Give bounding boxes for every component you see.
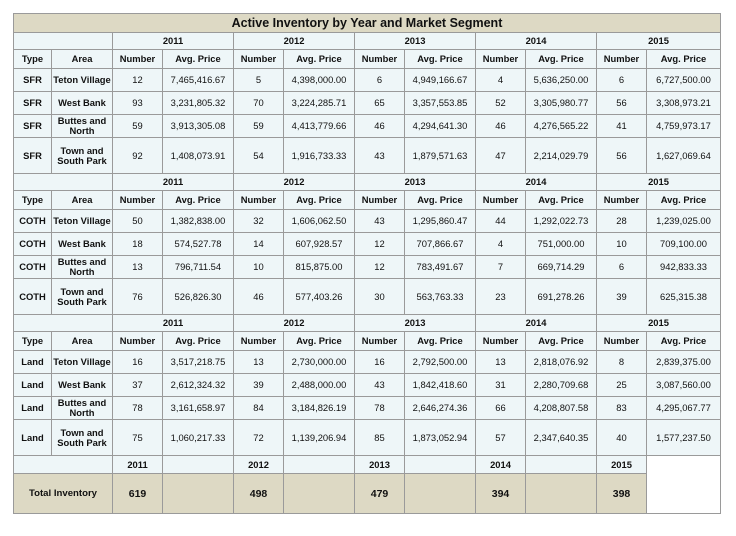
type-header: Type — [14, 50, 52, 69]
number-value: 39 — [234, 374, 284, 397]
year-header-row — [14, 315, 721, 332]
avg-price-value: 3,517,218.75 — [163, 351, 234, 374]
year-header: 2011 — [113, 315, 234, 332]
avg-price-value: 4,759,973.17 — [647, 115, 721, 138]
segment-type: COTH — [14, 279, 52, 315]
number-value: 23 — [476, 279, 526, 315]
number-header: Number — [476, 50, 526, 69]
number-value: 41 — [597, 115, 647, 138]
avg-price-value: 3,231,805.32 — [163, 92, 234, 115]
avg-price-value: 751,000.00 — [526, 233, 597, 256]
blank-cell — [405, 474, 476, 514]
blank-cell — [163, 474, 234, 514]
avg-price-value: 7,465,416.67 — [163, 69, 234, 92]
avg-price-header: Avg. Price — [405, 50, 476, 69]
avg-price-value: 2,612,324.32 — [163, 374, 234, 397]
total-inventory-value: 394 — [476, 474, 526, 514]
blank-cell — [647, 456, 721, 514]
table-row — [14, 351, 721, 374]
avg-price-header: Avg. Price — [163, 50, 234, 69]
avg-price-value: 2,818,076.92 — [526, 351, 597, 374]
number-value: 52 — [476, 92, 526, 115]
year-header: 2015 — [597, 33, 721, 50]
area-name: Teton Village — [52, 351, 113, 374]
year-header: 2011 — [113, 174, 234, 191]
area-name: West Bank — [52, 374, 113, 397]
number-value: 50 — [113, 210, 163, 233]
number-value: 39 — [597, 279, 647, 315]
total-year-label: 2011 — [113, 456, 163, 474]
avg-price-value: 1,060,217.33 — [163, 420, 234, 456]
area-name: Buttes and North — [52, 256, 113, 279]
avg-price-value: 1,239,025.00 — [647, 210, 721, 233]
number-header: Number — [597, 50, 647, 69]
total-inventory-value: 498 — [234, 474, 284, 514]
avg-price-value: 1,295,860.47 — [405, 210, 476, 233]
column-header-row — [14, 191, 721, 210]
avg-price-value: 1,292,022.73 — [526, 210, 597, 233]
avg-price-value: 3,087,560.00 — [647, 374, 721, 397]
area-name: West Bank — [52, 233, 113, 256]
number-value: 84 — [234, 397, 284, 420]
avg-price-header: Avg. Price — [284, 191, 355, 210]
number-value: 66 — [476, 397, 526, 420]
avg-price-value: 6,727,500.00 — [647, 69, 721, 92]
number-value: 56 — [597, 92, 647, 115]
avg-price-value: 1,408,073.91 — [163, 138, 234, 174]
avg-price-header: Avg. Price — [405, 191, 476, 210]
avg-price-header: Avg. Price — [163, 191, 234, 210]
avg-price-value: 3,357,553.85 — [405, 92, 476, 115]
number-value: 47 — [476, 138, 526, 174]
area-header: Area — [52, 332, 113, 351]
number-value: 10 — [234, 256, 284, 279]
avg-price-value: 563,763.33 — [405, 279, 476, 315]
number-header: Number — [597, 332, 647, 351]
table-row — [14, 374, 721, 397]
number-value: 6 — [597, 256, 647, 279]
avg-price-value: 783,491.67 — [405, 256, 476, 279]
number-value: 75 — [113, 420, 163, 456]
year-header: 2013 — [355, 174, 476, 191]
area-header: Area — [52, 50, 113, 69]
number-value: 44 — [476, 210, 526, 233]
avg-price-value: 3,184,826.19 — [284, 397, 355, 420]
number-header: Number — [476, 191, 526, 210]
total-year-label: 2014 — [476, 456, 526, 474]
area-name: Town and South Park — [52, 279, 113, 315]
number-value: 46 — [476, 115, 526, 138]
total-row — [14, 474, 721, 514]
number-value: 13 — [234, 351, 284, 374]
avg-price-value: 3,913,305.08 — [163, 115, 234, 138]
number-value: 40 — [597, 420, 647, 456]
number-header: Number — [234, 332, 284, 351]
number-value: 37 — [113, 374, 163, 397]
avg-price-value: 4,276,565.22 — [526, 115, 597, 138]
segment-type: COTH — [14, 233, 52, 256]
avg-price-value: 4,398,000.00 — [284, 69, 355, 92]
segment-type: Land — [14, 351, 52, 374]
avg-price-header: Avg. Price — [647, 332, 721, 351]
table-row — [14, 420, 721, 456]
segment-type: SFR — [14, 69, 52, 92]
number-header: Number — [355, 332, 405, 351]
total-year-label: 2012 — [234, 456, 284, 474]
avg-price-value: 691,278.26 — [526, 279, 597, 315]
number-header: Number — [355, 50, 405, 69]
year-header: 2015 — [597, 174, 721, 191]
total-year-label: 2015 — [597, 456, 647, 474]
total-inventory-value: 479 — [355, 474, 405, 514]
area-header: Area — [52, 191, 113, 210]
number-value: 57 — [476, 420, 526, 456]
total-inventory-label: Total Inventory — [14, 474, 113, 514]
blank-cell — [14, 315, 113, 332]
number-value: 85 — [355, 420, 405, 456]
blank-cell — [163, 456, 234, 474]
number-header: Number — [113, 332, 163, 351]
avg-price-value: 625,315.38 — [647, 279, 721, 315]
avg-price-value: 574,527.78 — [163, 233, 234, 256]
number-value: 70 — [234, 92, 284, 115]
number-header: Number — [113, 191, 163, 210]
number-value: 12 — [355, 233, 405, 256]
year-header: 2014 — [476, 33, 597, 50]
segment-type: SFR — [14, 92, 52, 115]
avg-price-value: 1,606,062.50 — [284, 210, 355, 233]
blank-cell — [526, 474, 597, 514]
avg-price-value: 5,636,250.00 — [526, 69, 597, 92]
table-row — [14, 92, 721, 115]
area-name: Town and South Park — [52, 420, 113, 456]
avg-price-value: 4,208,807.58 — [526, 397, 597, 420]
number-value: 92 — [113, 138, 163, 174]
avg-price-value: 707,866.67 — [405, 233, 476, 256]
avg-price-value: 2,280,709.68 — [526, 374, 597, 397]
number-value: 56 — [597, 138, 647, 174]
year-header-row — [14, 33, 721, 50]
avg-price-value: 4,949,166.67 — [405, 69, 476, 92]
year-header: 2012 — [234, 33, 355, 50]
area-name: Teton Village — [52, 69, 113, 92]
avg-price-value: 577,403.26 — [284, 279, 355, 315]
table-row — [14, 256, 721, 279]
avg-price-header: Avg. Price — [647, 191, 721, 210]
total-inventory-value: 398 — [597, 474, 647, 514]
blank-cell — [284, 456, 355, 474]
total-year-label: 2013 — [355, 456, 405, 474]
segment-type: Land — [14, 374, 52, 397]
blank-cell — [284, 474, 355, 514]
avg-price-header: Avg. Price — [405, 332, 476, 351]
avg-price-value: 1,916,733.33 — [284, 138, 355, 174]
number-value: 83 — [597, 397, 647, 420]
avg-price-value: 4,295,067.77 — [647, 397, 721, 420]
avg-price-value: 3,308,973.21 — [647, 92, 721, 115]
number-header: Number — [113, 50, 163, 69]
table-row — [14, 138, 721, 174]
year-header: 2014 — [476, 315, 597, 332]
column-header-row — [14, 50, 721, 69]
avg-price-value: 709,100.00 — [647, 233, 721, 256]
number-value: 31 — [476, 374, 526, 397]
number-value: 32 — [234, 210, 284, 233]
number-value: 13 — [113, 256, 163, 279]
avg-price-value: 2,488,000.00 — [284, 374, 355, 397]
number-value: 54 — [234, 138, 284, 174]
year-header: 2011 — [113, 33, 234, 50]
avg-price-header: Avg. Price — [284, 50, 355, 69]
blank-cell — [405, 456, 476, 474]
type-header: Type — [14, 332, 52, 351]
number-value: 59 — [113, 115, 163, 138]
number-value: 8 — [597, 351, 647, 374]
number-value: 14 — [234, 233, 284, 256]
table-row — [14, 279, 721, 315]
number-value: 16 — [113, 351, 163, 374]
avg-price-value: 4,413,779.66 — [284, 115, 355, 138]
avg-price-value: 1,382,838.00 — [163, 210, 234, 233]
avg-price-value: 1,627,069.64 — [647, 138, 721, 174]
number-value: 28 — [597, 210, 647, 233]
number-value: 12 — [355, 256, 405, 279]
blank-cell — [14, 33, 113, 50]
number-value: 46 — [234, 279, 284, 315]
avg-price-value: 3,224,285.71 — [284, 92, 355, 115]
avg-price-value: 2,214,029.79 — [526, 138, 597, 174]
number-value: 16 — [355, 351, 405, 374]
avg-price-header: Avg. Price — [526, 332, 597, 351]
table-row — [14, 397, 721, 420]
area-name: Buttes and North — [52, 115, 113, 138]
year-header: 2015 — [597, 315, 721, 332]
avg-price-header: Avg. Price — [526, 50, 597, 69]
number-value: 72 — [234, 420, 284, 456]
type-header: Type — [14, 191, 52, 210]
segment-type: Land — [14, 397, 52, 420]
number-value: 25 — [597, 374, 647, 397]
year-header: 2013 — [355, 315, 476, 332]
number-header: Number — [597, 191, 647, 210]
avg-price-value: 3,305,980.77 — [526, 92, 597, 115]
total-year-row — [14, 456, 721, 474]
avg-price-value: 2,347,640.35 — [526, 420, 597, 456]
table-row — [14, 115, 721, 138]
number-value: 43 — [355, 138, 405, 174]
number-value: 13 — [476, 351, 526, 374]
number-value: 6 — [355, 69, 405, 92]
year-header-row — [14, 174, 721, 191]
number-value: 43 — [355, 374, 405, 397]
segment-type: Land — [14, 420, 52, 456]
number-value: 78 — [355, 397, 405, 420]
blank-cell — [526, 456, 597, 474]
avg-price-value: 2,646,274.36 — [405, 397, 476, 420]
avg-price-header: Avg. Price — [163, 332, 234, 351]
blank-cell — [14, 174, 113, 191]
segment-type: COTH — [14, 210, 52, 233]
number-value: 6 — [597, 69, 647, 92]
area-name: Town and South Park — [52, 138, 113, 174]
number-value: 46 — [355, 115, 405, 138]
inventory-table — [13, 13, 721, 514]
avg-price-value: 2,792,500.00 — [405, 351, 476, 374]
year-header: 2014 — [476, 174, 597, 191]
number-value: 5 — [234, 69, 284, 92]
number-header: Number — [234, 191, 284, 210]
avg-price-header: Avg. Price — [647, 50, 721, 69]
year-header: 2013 — [355, 33, 476, 50]
area-name: Teton Village — [52, 210, 113, 233]
avg-price-value: 1,873,052.94 — [405, 420, 476, 456]
avg-price-value: 1,842,418.60 — [405, 374, 476, 397]
number-value: 18 — [113, 233, 163, 256]
avg-price-value: 2,730,000.00 — [284, 351, 355, 374]
avg-price-value: 1,139,206.94 — [284, 420, 355, 456]
avg-price-header: Avg. Price — [284, 332, 355, 351]
number-header: Number — [234, 50, 284, 69]
number-value: 43 — [355, 210, 405, 233]
avg-price-value: 3,161,658.97 — [163, 397, 234, 420]
segment-type: COTH — [14, 256, 52, 279]
table-title: Active Inventory by Year and Market Segment — [14, 14, 721, 33]
area-name: West Bank — [52, 92, 113, 115]
number-value: 59 — [234, 115, 284, 138]
table-row — [14, 233, 721, 256]
number-value: 76 — [113, 279, 163, 315]
number-header: Number — [355, 191, 405, 210]
avg-price-value: 669,714.29 — [526, 256, 597, 279]
area-name: Buttes and North — [52, 397, 113, 420]
number-value: 7 — [476, 256, 526, 279]
inventory-report — [13, 13, 720, 514]
avg-price-value: 815,875.00 — [284, 256, 355, 279]
year-header: 2012 — [234, 315, 355, 332]
avg-price-value: 4,294,641.30 — [405, 115, 476, 138]
number-value: 4 — [476, 69, 526, 92]
total-inventory-value: 619 — [113, 474, 163, 514]
column-header-row — [14, 332, 721, 351]
number-value: 30 — [355, 279, 405, 315]
table-row — [14, 210, 721, 233]
avg-price-value: 1,577,237.50 — [647, 420, 721, 456]
number-value: 65 — [355, 92, 405, 115]
avg-price-value: 942,833.33 — [647, 256, 721, 279]
avg-price-value: 2,839,375.00 — [647, 351, 721, 374]
avg-price-value: 796,711.54 — [163, 256, 234, 279]
blank-cell — [14, 456, 113, 474]
segment-type: SFR — [14, 115, 52, 138]
number-value: 10 — [597, 233, 647, 256]
number-value: 4 — [476, 233, 526, 256]
avg-price-value: 607,928.57 — [284, 233, 355, 256]
avg-price-value: 1,879,571.63 — [405, 138, 476, 174]
number-header: Number — [476, 332, 526, 351]
number-value: 12 — [113, 69, 163, 92]
segment-type: SFR — [14, 138, 52, 174]
avg-price-header: Avg. Price — [526, 191, 597, 210]
number-value: 93 — [113, 92, 163, 115]
year-header: 2012 — [234, 174, 355, 191]
avg-price-value: 526,826.30 — [163, 279, 234, 315]
number-value: 78 — [113, 397, 163, 420]
table-row — [14, 69, 721, 92]
